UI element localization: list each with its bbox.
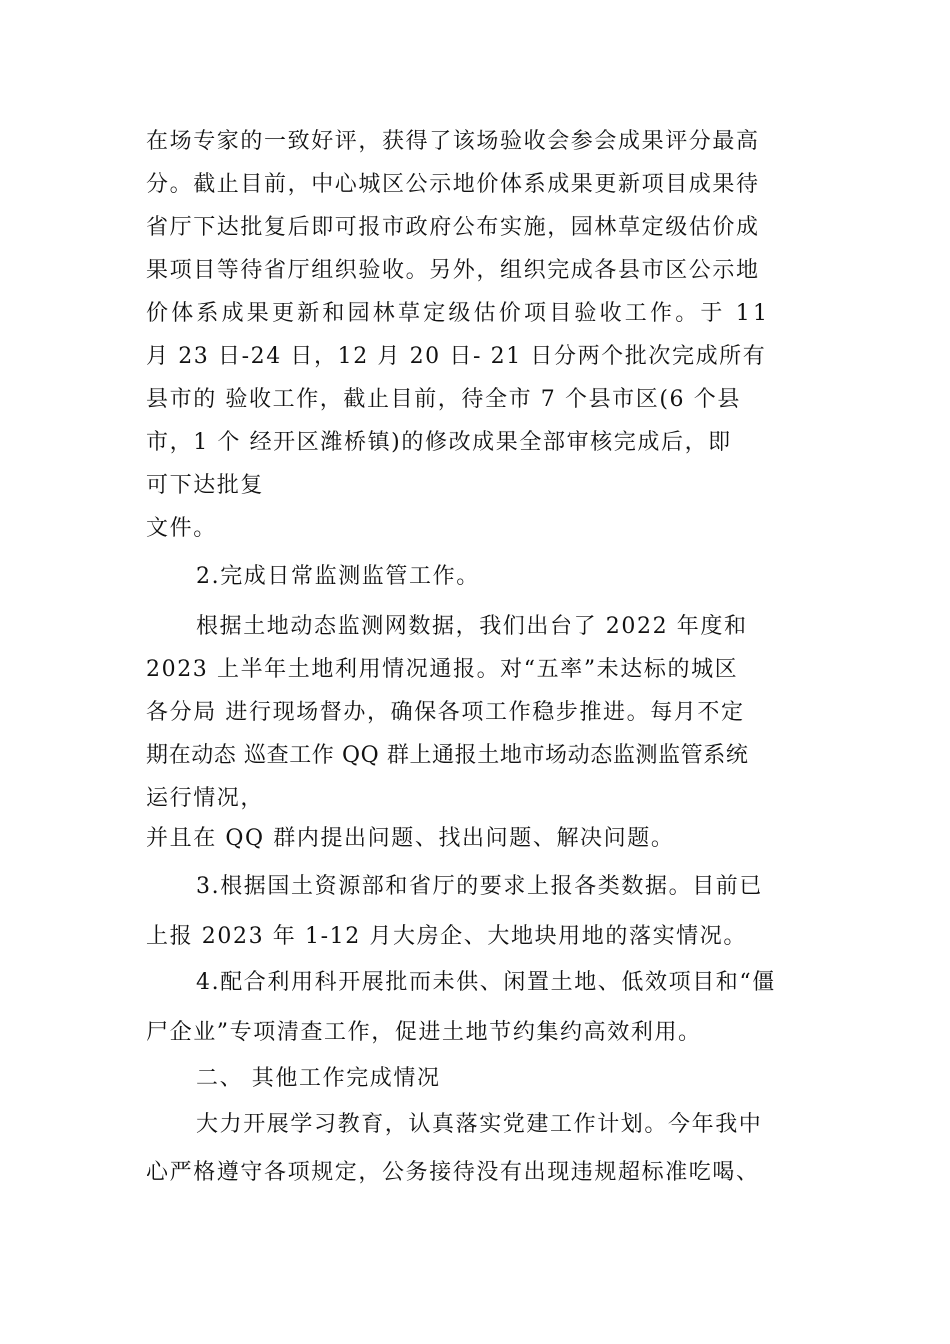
text-line: 3.根据国土资源部和省厅的要求上报各类数据。目前已 [196,874,763,899]
section-heading: 二、 其他工作完成情况 [196,1066,441,1091]
text-line: 果项目等待省厅组织验收。另外，组织完成各县市区公示地 [146,258,760,283]
text-line: 2023 上半年土地利用情况通报。对“五率”未达标的城区 [146,657,739,682]
text-line: 4.配合利用科开展批而未供、闲置土地、低效项目和“僵 [196,970,776,995]
text-line: 可下达批复 [146,473,265,498]
text-line: 尸企业”专项清查工作，促进土地节约集约高效利用。 [146,1020,702,1045]
text-line: 心严格遵守各项规定，公务接待没有出现违规超标准吃喝、 [146,1160,760,1185]
text-line: 根据土地动态监测网数据，我们出台了 2022 年度和 [196,614,748,639]
text-line: 运行情况， [146,786,265,811]
text-line: 价体系成果更新和园林草定级估价项目验收工作。于 11 [146,301,771,326]
text-line: 上报 2023 年 1-12 月大房企、大地块用地的落实情况。 [146,924,747,949]
text-line: 文件。 [146,516,217,541]
text-line: 大力开展学习教育，认真落实党建工作计划。今年我中 [196,1112,763,1137]
text-line: 期在动态 巡查工作 QQ 群上通报土地市场动态监测监管系统 [146,743,749,768]
text-line: 县市的 验收工作，截止目前，待全市 7 个县市区(6 个县 [146,387,741,412]
text-line: 市，1 个 经开区潍桥镇)的修改成果全部审核完成后，即 [146,430,732,455]
text-line: 分。截止目前，中心城区公示地价体系成果更新项目成果待 [146,172,760,197]
text-line: 省厅下达批复后即可报市政府公布实施，园林草定级估价成 [146,215,760,240]
text-line: 并且在 QQ 群内提出问题、找出问题、解决问题。 [146,826,675,851]
section-heading: 2.完成日常监测监管工作。 [196,564,480,589]
text-line: 各分局 进行现场督办，确保各项工作稳步推进。每月不定 [146,700,745,725]
text-line: 在场专家的一致好评，获得了该场验收会参会成果评分最高 [146,129,760,154]
text-line: 月 23 日-24 日，12 月 20 日- 21 日分两个批次完成所有 [146,344,767,369]
